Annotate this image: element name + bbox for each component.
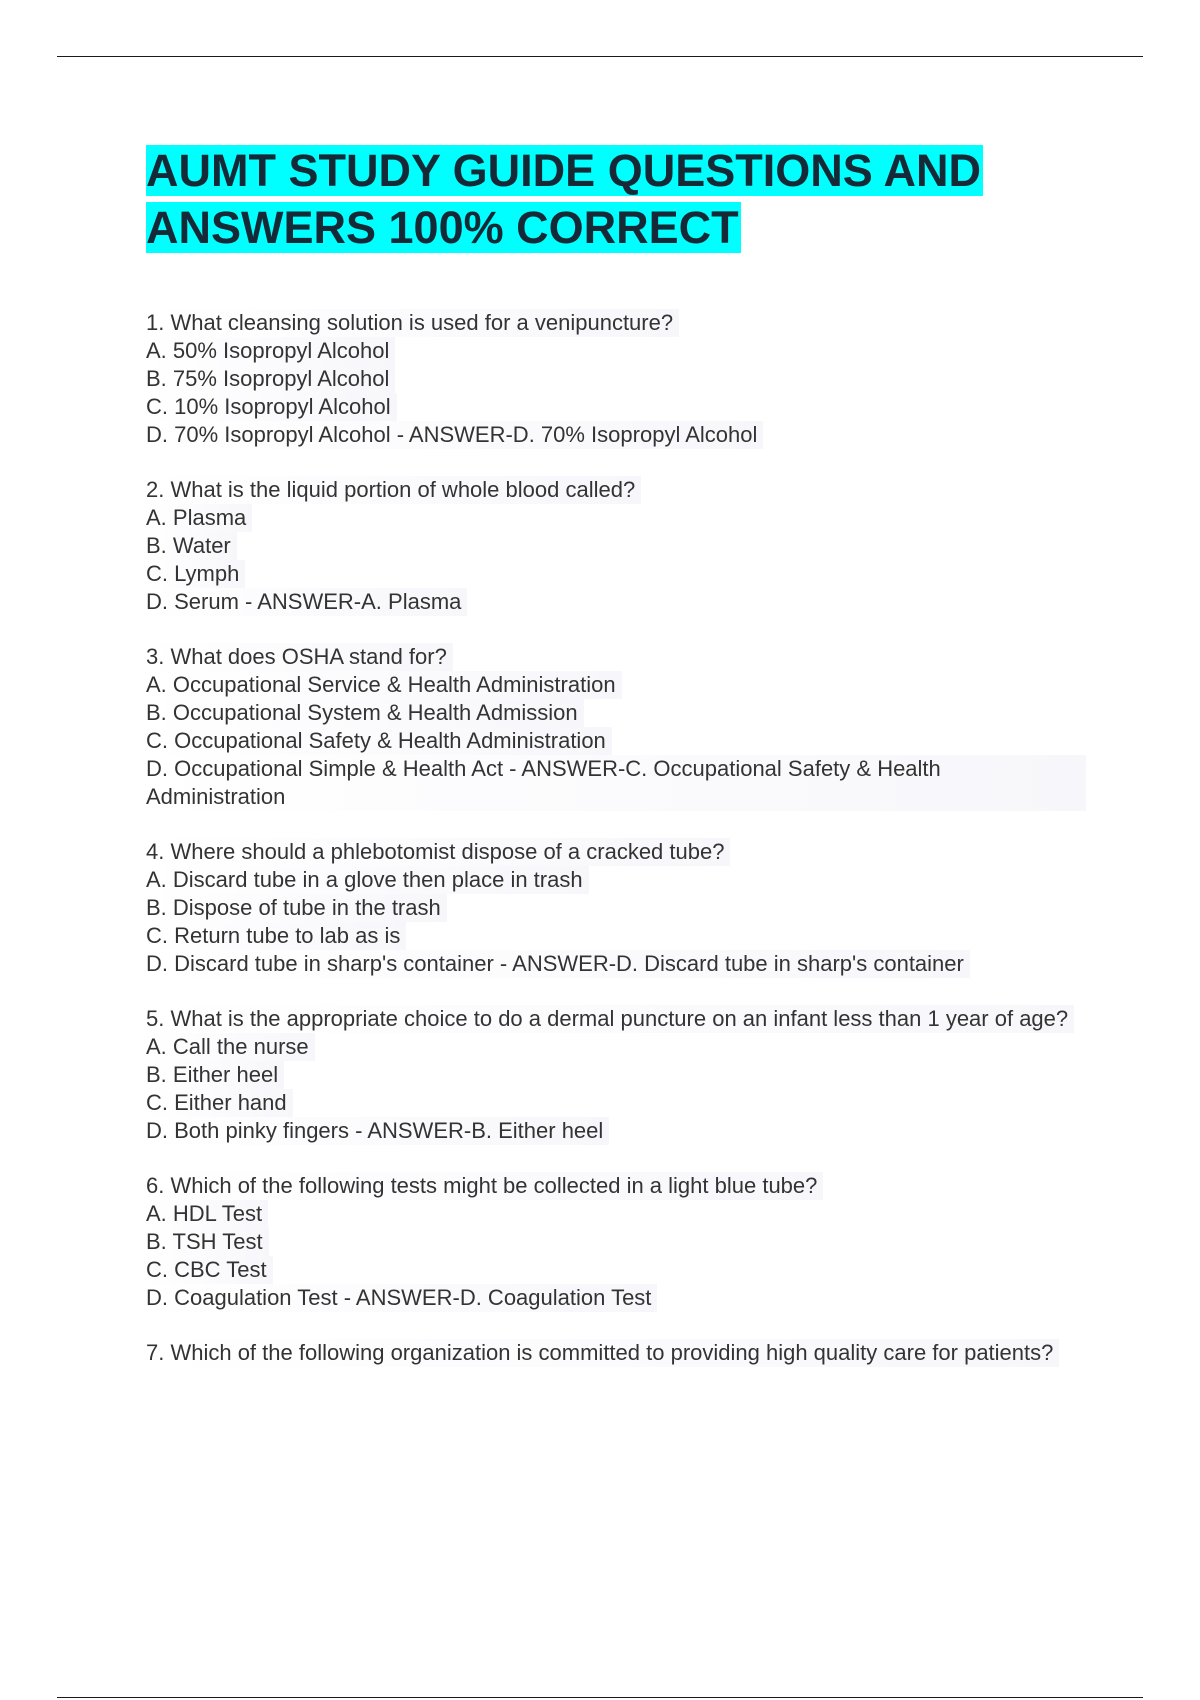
question-1 bbox=[146, 309, 1086, 449]
answer-option: B. 75% Isopropyl Alcohol bbox=[146, 365, 395, 393]
answer-option: A. HDL Test bbox=[146, 1200, 268, 1228]
answer-option: C. Either hand bbox=[146, 1089, 293, 1117]
question-6 bbox=[146, 1172, 1086, 1312]
question-list bbox=[146, 309, 1086, 1367]
document-title-text: AUMT STUDY GUIDE QUESTIONS AND ANSWERS 100% CORRECT bbox=[146, 145, 982, 253]
answer-option: B. Water bbox=[146, 532, 237, 560]
answer-option: A. Occupational Service & Health Administration bbox=[146, 671, 622, 699]
answer-option: B. Dispose of tube in the trash bbox=[146, 894, 447, 922]
document-title bbox=[146, 142, 1086, 256]
answer-option: C. Occupational Safety & Health Administration bbox=[146, 727, 612, 755]
answer-option: A. 50% Isopropyl Alcohol bbox=[146, 337, 395, 365]
question-prompt: 5. What is the appropriate choice to do a dermal puncture on an infant less than 1 year of age? bbox=[146, 1005, 1074, 1033]
question-7 bbox=[146, 1339, 1086, 1367]
answer-option: B. TSH Test bbox=[146, 1228, 269, 1256]
answer-option: A. Call the nurse bbox=[146, 1033, 315, 1061]
question-prompt: 2. What is the liquid portion of whole blood called? bbox=[146, 476, 641, 504]
answer-option: D. 70% Isopropyl Alcohol - ANSWER-D. 70% Isopropyl Alcohol bbox=[146, 421, 763, 449]
answer-option: D. Coagulation Test - ANSWER-D. Coagulation Test bbox=[146, 1284, 657, 1312]
answer-option: A. Discard tube in a glove then place in trash bbox=[146, 866, 589, 894]
question-prompt: 3. What does OSHA stand for? bbox=[146, 643, 453, 671]
question-prompt: 4. Where should a phlebotomist dispose of a cracked tube? bbox=[146, 838, 730, 866]
answer-option: D. Occupational Simple & Health Act - ANSWER-C. Occupational Safety & Health Administration bbox=[146, 755, 1086, 811]
question-5 bbox=[146, 1005, 1086, 1145]
question-prompt: 6. Which of the following tests might be collected in a light blue tube? bbox=[146, 1172, 823, 1200]
answer-option: B. Occupational System & Health Admission bbox=[146, 699, 584, 727]
answer-option: C. CBC Test bbox=[146, 1256, 273, 1284]
answer-option: C. 10% Isopropyl Alcohol bbox=[146, 393, 397, 421]
document-page bbox=[146, 142, 1086, 1394]
top-rule bbox=[57, 56, 1143, 57]
question-prompt: 7. Which of the following organization is committed to providing high quality care for patients? bbox=[146, 1339, 1059, 1367]
question-3 bbox=[146, 643, 1086, 811]
question-4 bbox=[146, 838, 1086, 978]
answer-option: A. Plasma bbox=[146, 504, 252, 532]
bottom-rule bbox=[57, 1697, 1143, 1698]
answer-option: C. Return tube to lab as is bbox=[146, 922, 406, 950]
answer-option: C. Lymph bbox=[146, 560, 245, 588]
answer-option: B. Either heel bbox=[146, 1061, 284, 1089]
question-prompt: 1. What cleansing solution is used for a venipuncture? bbox=[146, 309, 679, 337]
answer-option: D. Discard tube in sharp's container - ANSWER-D. Discard tube in sharp's container bbox=[146, 950, 970, 978]
question-2 bbox=[146, 476, 1086, 616]
answer-option: D. Both pinky fingers - ANSWER-B. Either heel bbox=[146, 1117, 609, 1145]
answer-option: D. Serum - ANSWER-A. Plasma bbox=[146, 588, 467, 616]
